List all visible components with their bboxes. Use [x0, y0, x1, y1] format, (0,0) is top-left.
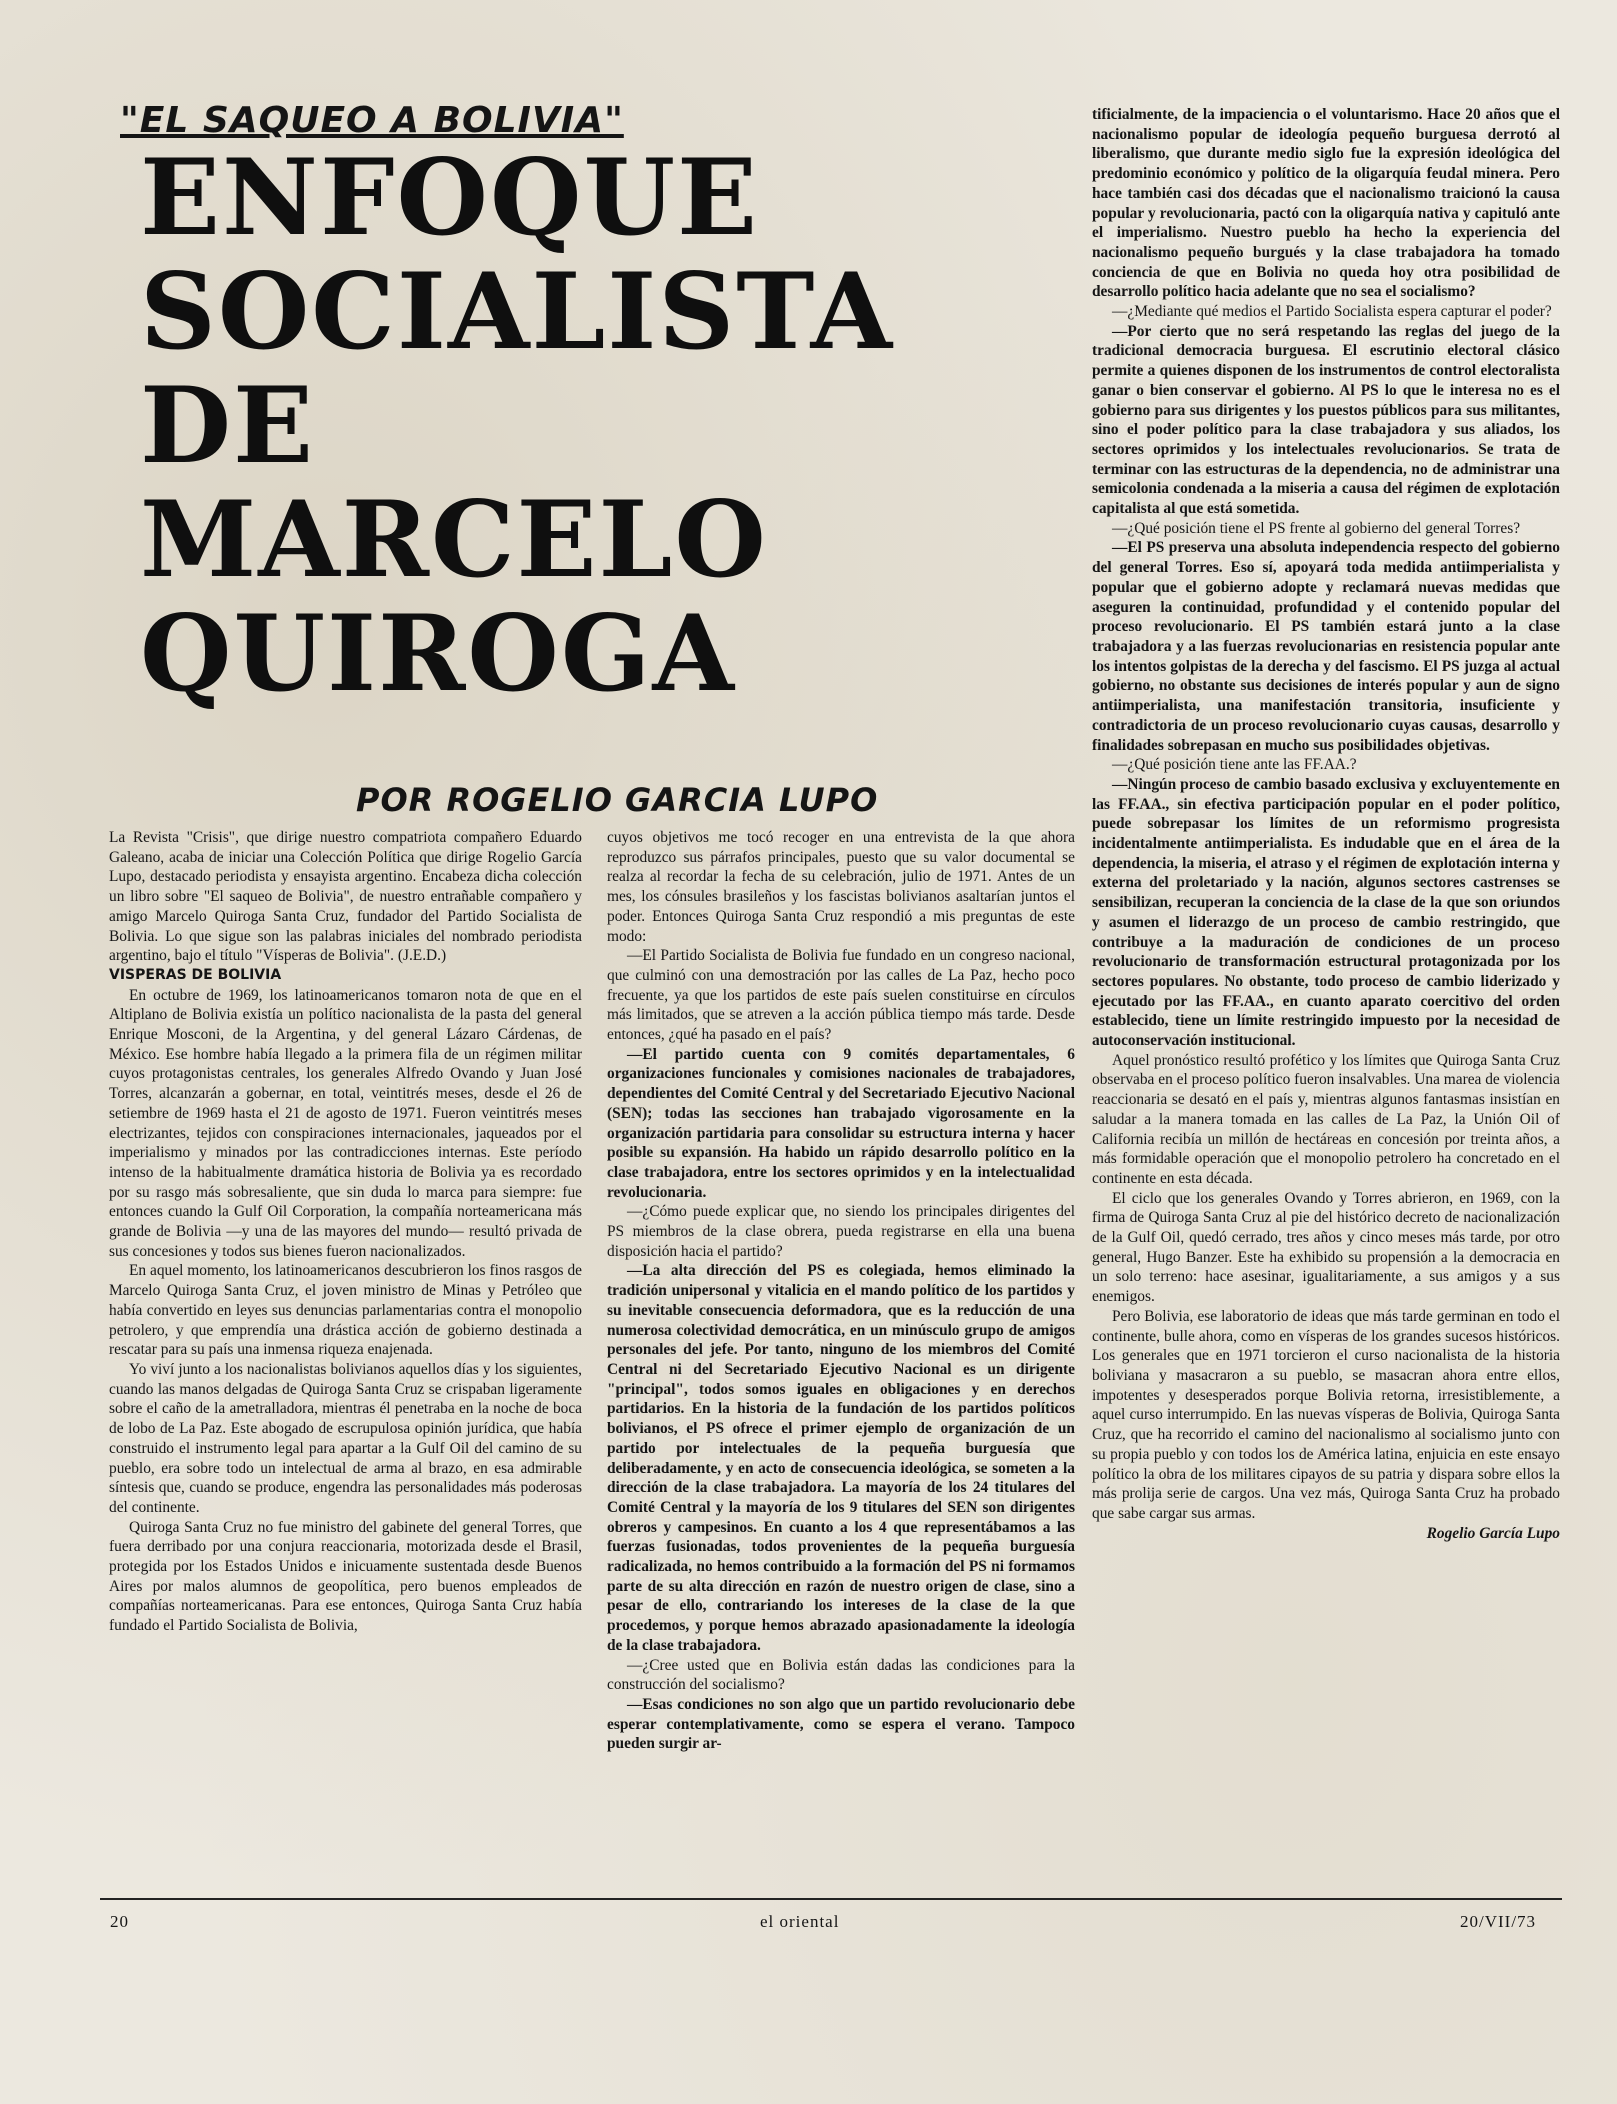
footer-rule: [100, 1898, 1562, 1900]
publication-name: el oriental: [760, 1912, 840, 1931]
section-subhead: VISPERAS DE BOLIVIA: [109, 966, 282, 983]
headline-line: DE: [140, 363, 316, 487]
issue-date: 20/VII/73: [1460, 1912, 1537, 1931]
body-paragraph: cuyos objetivos me tocó recoger en una entrevista de la que ahora reproduzco sus párrafos principales, puesto que su valor documental se realza al recordar la fecha de su celebración, julio de 1971. Antes de un mes, los cónsules brasileños y los fascistas bolivianos asaltarían juntos el poder. Entonces Quiroga Santa Cruz respondió a mis preguntas de este modo:: [607, 829, 1075, 945]
kicker: "EL SAQUEO A BOLIVIA": [120, 100, 624, 141]
headline-line: SOCIALISTA: [140, 249, 895, 373]
answer-paragraph: —La alta dirección del PS es colegiada, hemos eliminado la tradición unipersonal y vitalicia en el mando político de los partidos y su inevitable consecuencia deformadora, que es la reducción de una numerosa colectividad democrática, en un minúsculo grupo de amigos personales del jefe. Por tanto, ninguno de los miembros del Comité Central ni del Secretariado Ejecutivo Nacional es un dirigente "principal", todos somos iguales en obligaciones y en derechos partidarios. En la historia de la fundación de los partidos políticos bolivianos, el PS ofrece el primer ejemplo de organización de un partido por intelectuales de la pequeña burguesía que deliberadamente, y en acto de consecuencia ideológica, se someten a la dirección de la clase trabajadora. La mayoría de los 24 titulares del Comité Central y la mayoría de los 9 titulares del SEN son dirigentes obreros y campesinos. En cuanto a los 4 que representábamos a las fuerzas fusionadas, todos provenientes de la pequeña burguesía radicalizada, no hemos contribuido a la formación del PS ni formamos parte de su alta dirección en razón de nuestro origen de clase, sino a pesar de ello, contrariando los intereses de la clase de la que procedemos, y porque hemos abrazado apasionadamente la ideología de la clase trabajadora.: [607, 1262, 1075, 1654]
column-2: [607, 828, 1075, 1888]
headline: [140, 135, 1040, 715]
answer-paragraph: —El PS preserva una absoluta independencia respecto del gobierno del general Torres. Eso sí, apoyará toda medida antiimperialista y popular que el gobierno adopte y reclamará nuevas medidas que aseguren la continuidad, profundidad y el contenido popular del proceso revolucionario. El PS también estará junto a la clase trabajadora y a las fuerzas revolucionarias en resistencia popular ante los intentos golpistas de la derecha y del fascismo. El PS juzga al actual gobierno, no obstante sus decisiones de interés popular y aun de signo antiimperialista, una manifestación transitoria, insuficiente y contradictoria de un proceso revolucionario cuyas causas, desarrollo y finalidades sobrepasan en mucho sus posibilidades objetivas.: [1092, 539, 1560, 754]
body-paragraph: Quiroga Santa Cruz no fue ministro del gabinete del general Torres, que fuera derribado por una conjura reaccionaria, motorizada desde el Brasil, protegida por los Estados Unidos e inicuamente sustentada desde Buenos Aires por malos alumnos de geopolítica, pero buenos empleados de compañías norteamericanas. Para ese entonces, Quiroga Santa Cruz había fundado el Partido Socialista de Bolivia,: [109, 1518, 582, 1635]
question-paragraph: —El Partido Socialista de Bolivia fue fundado en un congreso nacional, que culminó con una demostración por las calles de La Paz, hecho poco frecuente, ya que los partidos de este país suelen constituirse en círculos más limitados, que se atreven a la acción pública tiempo más tarde. Desde entonces, ¿qué ha pasado en el país?: [607, 947, 1075, 1044]
column-3: [1092, 105, 1560, 1895]
headline-line: QUIROGA: [140, 591, 737, 715]
body-paragraph: El ciclo que los generales Ovando y Torres abrieron, en 1969, con la firma de Quiroga Santa Cruz al pie del histórico decreto de nacionalización de la Gulf Oil, quedó cerrado, tres años y cinco meses más tarde, por otro general, Hugo Banzer. Este ha exhibido su propensión a la democracia en un solo terreno: hace asesinar, igualitariamente, a sus amigos y a sus enemigos.: [1092, 1189, 1560, 1306]
answer-paragraph: —Ningún proceso de cambio basado exclusiva y excluyentemente en las FF.AA., sin efectiva participación popular en el poder político, puede sobrepasar los límites de un reformismo progresista incidentalmente antiimperialista. Es indudable que en el área de la dependencia, la miseria, el atraso y el régimen de explotación interna y externa del proletariado y la nación, algunos sectores castrenses se sensibilizan, recuperan la conciencia de la clase de la que son oriundos y asumen el liderazgo de un proceso de cambio restringido, que contribuye a la maduración de condiciones de un proceso revolucionario de transformación estructural protagonizada por los sectores populares. No obstante, todo proceso de cambio liderizado y ejecutado por las FF.AA., en cuanto aparato coercitivo del orden establecido, tiene un límite restringido impuesto por la necesidad de autoconservación institucional.: [1092, 775, 1560, 1050]
body-paragraph: En aquel momento, los latinoamericanos descubrieron los finos rasgos de Marcelo Quiroga Santa Cruz, el joven ministro de Minas y Petróleo que había convertido en leyes sus denuncias parlamentarias contra el monopolio petrolero, y que emprendía una drástica acción de gobierno destinada a rescatar para su país una inmensa riqueza enajenada.: [109, 1262, 582, 1359]
answer-paragraph: —Esas condiciones no son algo que un partido revolucionario debe esperar contemplativamente, como se espera el verano. Tampoco pueden surgir ar-: [607, 1695, 1075, 1753]
question-paragraph: —¿Qué posición tiene el PS frente al gobierno del general Torres?: [1112, 519, 1521, 537]
body-paragraph: Pero Bolivia, ese laboratorio de ideas que más tarde germinan en todo el continente, bulle ahora, como en vísperas de los grandes sucesos históricos. Los generales que en 1971 torcieron el curso nacionalista de la historia boliviana y masacraron a su pueblo, se masacran ahora entre ellos, impotentes y desesperados porque Bolivia retorna, irresistiblemente, a aquel curso interrumpido. En las nuevas vísperas de Bolivia, Quiroga Santa Cruz, que ha recorrido el camino del nacionalismo al socialismo junto con su propia pueblo y con todos los de América latina, enjuicia en este ensayo político la obra de los militares cipayos de su patria y dispara sobre ellos la más prolija serie de cargos. Una vez más, Quiroga Santa Cruz ha probado que sabe cargar sus armas.: [1092, 1307, 1560, 1522]
question-paragraph: —¿Qué posición tiene ante las FF.AA.?: [1112, 756, 1357, 774]
answer-paragraph: tificialmente, de la impaciencia o el voluntarismo. Hace 20 años que el nacionalismo popular de ideología pequeño burguesa derrotó al liberalismo, que durante medio siglo fue la expresión ideológica del predominio económico y político de la oligarquía feudal minera. Pero hace también casi dos décadas que el nacionalismo traicionó la causa popular y revolucionaria, pactó con la oligarquía nativa y capituló ante el imperialismo. Nuestro pueblo ha hecho la experiencia del nacionalismo pequeño burgués y la clase trabajadora ha tomado conciencia de que en Bolivia no queda hoy otra posibilidad de desarrollo político hacia adelante que no sea el socialismo?: [1092, 106, 1560, 301]
author-signature: Rogelio García Lupo: [1426, 1524, 1560, 1542]
intro-paragraph: La Revista "Crisis", que dirige nuestro compatriota compañero Eduardo Galeano, acaba de iniciar una Colección Política que dirige Rogelio García Lupo, destacado periodista y ensayista argentino. Encabeza dicha colección un libro sobre "El saqueo de Bolivia", de nuestro entrañable compañero y amigo Marcelo Quiroga Santa Cruz, fundador del Partido Socialista de Bolivia. Lo que sigue son las palabras iniciales del nombrado periodista argentino, bajo el título "Vísperas de Bolivia". (J.E.D.): [109, 829, 582, 965]
body-paragraph: En octubre de 1969, los latinoamericanos tomaron nota de que en el Altiplano de Bolivia existía un político nacionalista de la pasta del general Enrique Mosconi, de la Argentina, y del general Lázaro Cárdenas, de México. Ese hombre había llegado a la primera fila de un régimen militar cuyos protagonistas centrales, los generales Alfredo Ovando y Juan José Torres, alcanzarán a gobernar, en total, veintitrés meses, desde el 26 de setiembre de 1969 hasta el 21 de agosto de 1971. Fueron veintitrés meses electrizantes, tejidos con conspiraciones internacionales, jaqueados por el imperialismo y minados por las contradicciones internas. Este período intenso de la habitualmente dramática historia de Bolivia ya es recordado por su rasgo más sobresaliente, que sin duda lo marca para siempre: fue entonces cuando la Gulf Oil Corporation, la compañía norteamericana más grande de Bolivia —y una de las mayores del mundo— resultó privada de sus concesiones y todos sus bienes fueron nacionalizados.: [109, 986, 582, 1260]
headline-line: MARCELO: [140, 477, 768, 601]
question-paragraph: —¿Cree usted que en Bolivia están dadas las condiciones para la construcción del socialismo?: [607, 1656, 1075, 1694]
byline: POR ROGELIO GARCIA LUPO: [356, 781, 879, 819]
column-1: [109, 828, 582, 1888]
body-paragraph: Aquel pronóstico resultó profético y los límites que Quiroga Santa Cruz observaba en el proceso político fueron insalvables. Una marea de violencia reaccionaria se desató en el país y, mientras algunos fantasmas insistían en saludar a la manera tomada en las calles de La Paz, la Unión Oil of California recibía un millón de hectáreas en concesión por treinta años, a más formidable operación que el monopolio petrolero ha concretado en el continente en esta década.: [1092, 1051, 1560, 1187]
question-paragraph: —¿Cómo puede explicar que, no siendo los principales dirigentes del PS miembros de la clase obrera, pueda registrarse en ella una buena disposición hacia el partido?: [607, 1203, 1075, 1260]
headline-line: ENFOQUE: [140, 135, 760, 259]
body-paragraph: Yo viví junto a los nacionalistas bolivianos aquellos días y los siguientes, cuando las manos delgadas de Quiroga Santa Cruz se crispaban ligeramente sobre el caño de la ametralladora, mientras él penetraba en la noche de boca de lobo de La Paz. Este abogado de escrupulosa opinión jurídica, que había construido el instrumento legal para apartar a la Gulf Oil del camino de su pueblo, era sobre todo un intelectual de arma al brazo, en esa admirable síntesis que, cuando se produce, engendra las personalidades más poderosas del continente.: [109, 1360, 582, 1516]
page-number: 20: [110, 1912, 129, 1931]
answer-paragraph: —El partido cuenta con 9 comités departamentales, 6 organizaciones funcionales y comisiones nacionales de trabajadores, dependientes del Comité Central y del Secretariado Ejecutivo Nacional (SEN); todas las secciones han trabajado vigorosamente en la organización partidaria para consolidar su estructura interna y hacer posible su expansión. Ha habido un rápido desarrollo político en la clase trabajadora, entre los sectores oprimidos y en la intelectualidad revolucionaria.: [607, 1045, 1075, 1201]
answer-paragraph: —Por cierto que no será respetando las reglas del juego de la tradicional democracia burguesa. El escrutinio electoral clásico permite a quienes disponen de los instrumentos de control electoralista ganar o bien conservar el gobierno. Al PS lo que le interesa no es el gobierno para sus dirigentes y los puestos públicos para sus militantes, sino el poder político para la clase trabajadora y sus aliados, los sectores oprimidos y los intelectuales revolucionarios. Se trata de terminar con las estructuras de la dependencia, no de administrar una semicolonia condenada a la miseria a causa del régimen de explotación capitalista al que está sometida.: [1092, 322, 1560, 518]
question-paragraph: —¿Mediante qué medios el Partido Socialista espera capturar el poder?: [1112, 303, 1552, 321]
